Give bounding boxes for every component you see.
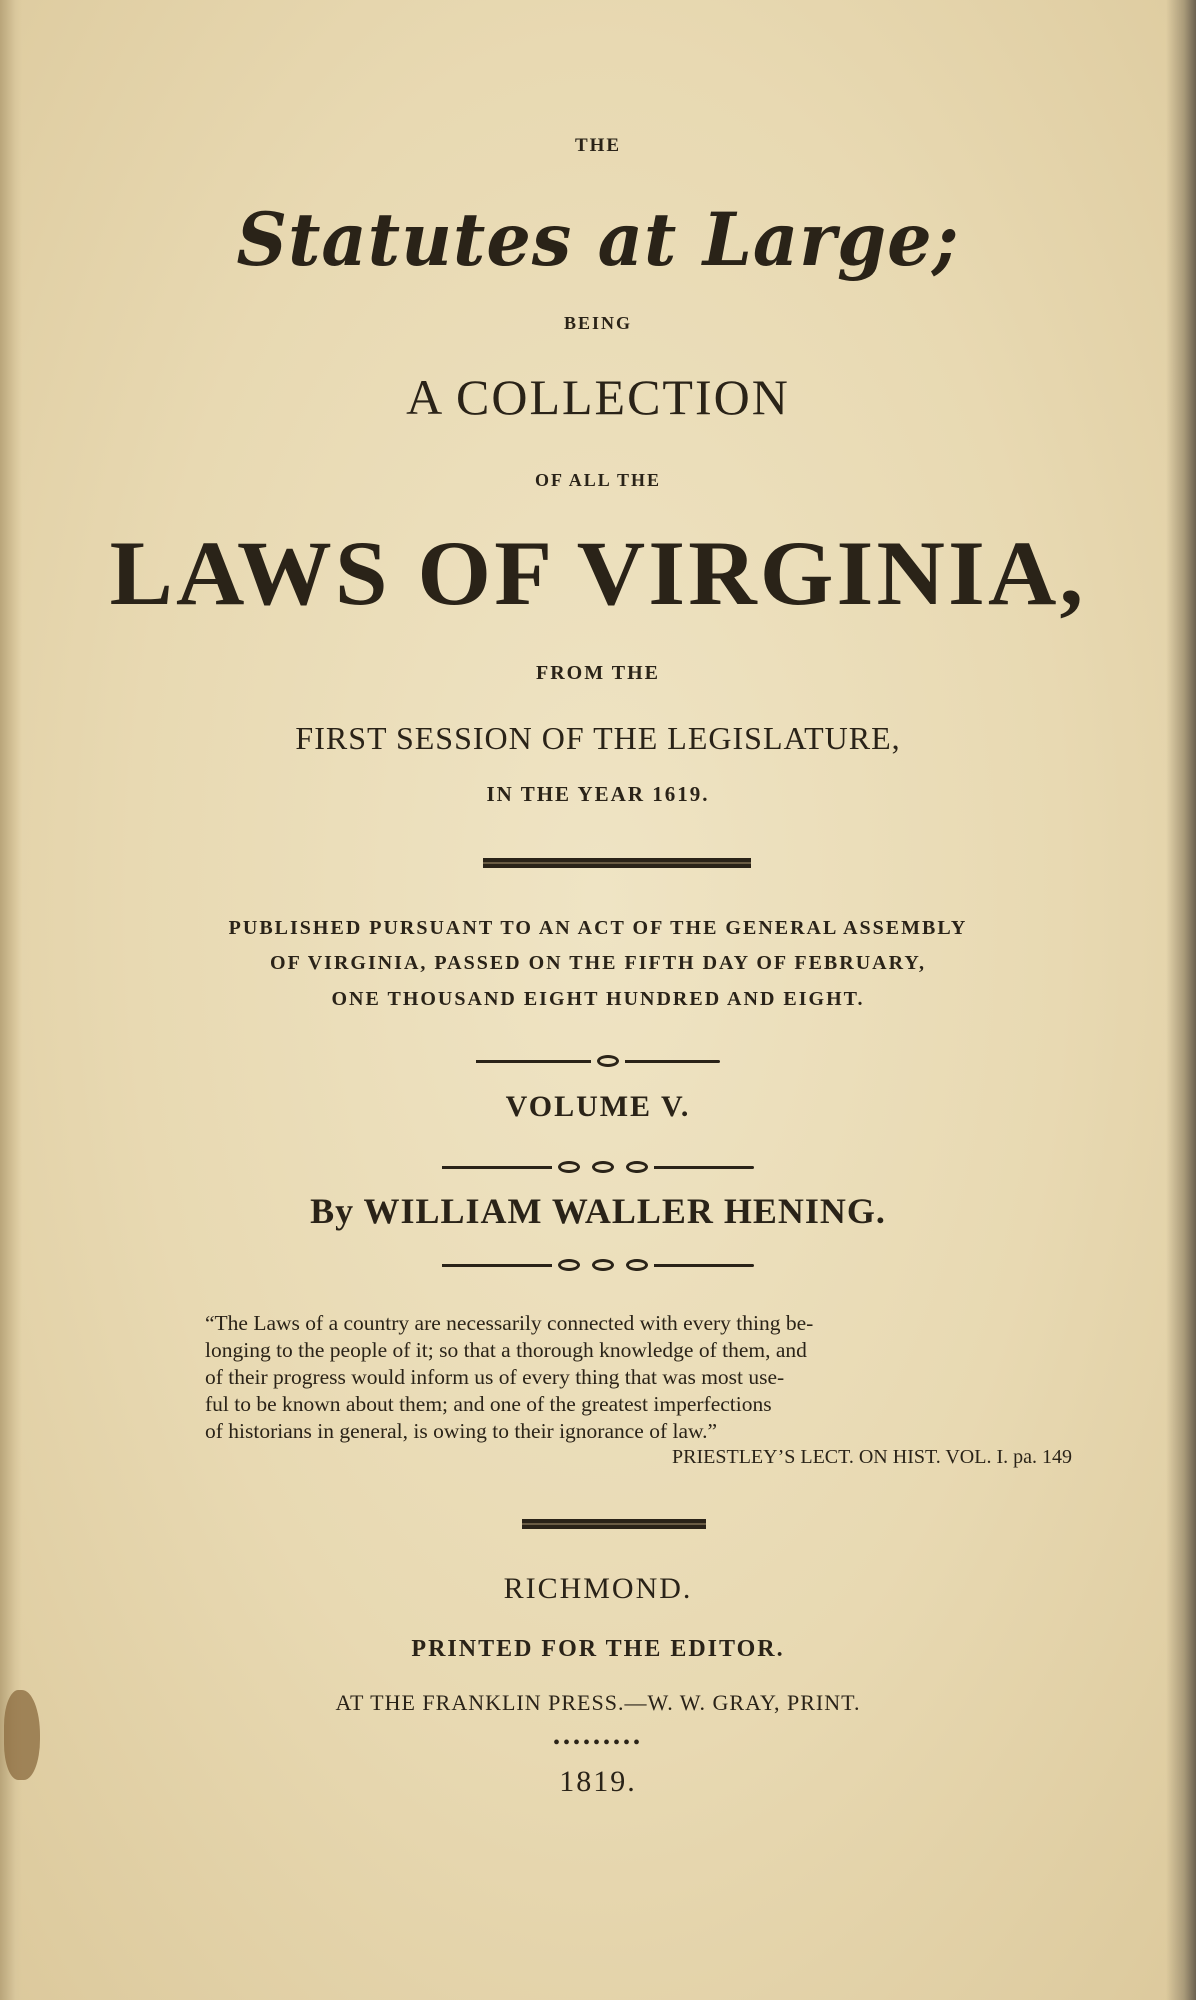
title-the: THE (574, 135, 622, 156)
ornament-rule-2 (0, 1160, 1196, 1174)
ornament-dot-icon (558, 1161, 580, 1173)
ornament-rule-1 (0, 1054, 1196, 1068)
imprint-printed-for: PRINTED FOR THE EDITOR. (411, 1636, 785, 1662)
ornament-dot-icon (558, 1259, 580, 1271)
epigraph-line: of their progress would inform us of every thing that was most use- (205, 1365, 785, 1389)
ornament-rule-3 (0, 1258, 1196, 1272)
ornament-dot-icon (592, 1259, 614, 1271)
title-first-session: FIRST SESSION OF THE LEGISLATURE, (295, 720, 901, 756)
thick-rule-bottom (522, 1519, 706, 1529)
ornament-dot-icon (592, 1161, 614, 1173)
title-from-the: FROM THE (536, 662, 660, 684)
published-line-1: PUBLISHED PURSUANT TO AN ACT OF THE GENERAL ASSEMBLY (228, 917, 968, 939)
imprint-dots: ••••••••• (552, 1732, 644, 1754)
imprint-year: 1819. (559, 1765, 637, 1798)
title-laws-of-virginia: LAWS OF VIRGINIA, (109, 522, 1087, 624)
title-collection: A COLLECTION (406, 369, 790, 425)
title-in-the-year: IN THE YEAR 1619. (486, 782, 710, 806)
ornament-dot-icon (597, 1055, 619, 1067)
epigraph-line: of historians in general, is owing to their ignorance of law.” (205, 1419, 718, 1443)
epigraph-line: longing to the people of it; so that a thorough knowledge of them, and (205, 1338, 807, 1362)
main-title: Statutes at Large; (236, 195, 960, 284)
ornament-dot-icon (626, 1161, 648, 1173)
thick-rule-top (483, 858, 751, 868)
title-of-all-the: OF ALL THE (534, 470, 662, 490)
epigraph-line: ful to be known about them; and one of the greatest imperfections (205, 1392, 772, 1416)
epigraph-citation: PRIESTLEY’S LECT. ON HIST. VOL. I. pa. 149 (672, 1446, 1072, 1468)
imprint-city: RICHMOND. (503, 1572, 693, 1605)
imprint-press: AT THE FRANKLIN PRESS.—W. W. GRAY, PRINT. (335, 1690, 861, 1715)
volume-number: VOLUME V. (505, 1090, 691, 1123)
published-line-3: ONE THOUSAND EIGHT HUNDRED AND EIGHT. (331, 988, 865, 1010)
epigraph-quote (205, 1310, 1045, 1445)
title-being: BEING (563, 313, 633, 333)
author: By WILLIAM WALLER HENING. (310, 1191, 886, 1231)
epigraph-line: “The Laws of a country are necessarily connected with every thing be- (205, 1311, 814, 1335)
published-line-2: OF VIRGINIA, PASSED ON THE FIFTH DAY OF FEBRUARY, (270, 952, 926, 974)
ornament-dot-icon (626, 1259, 648, 1271)
